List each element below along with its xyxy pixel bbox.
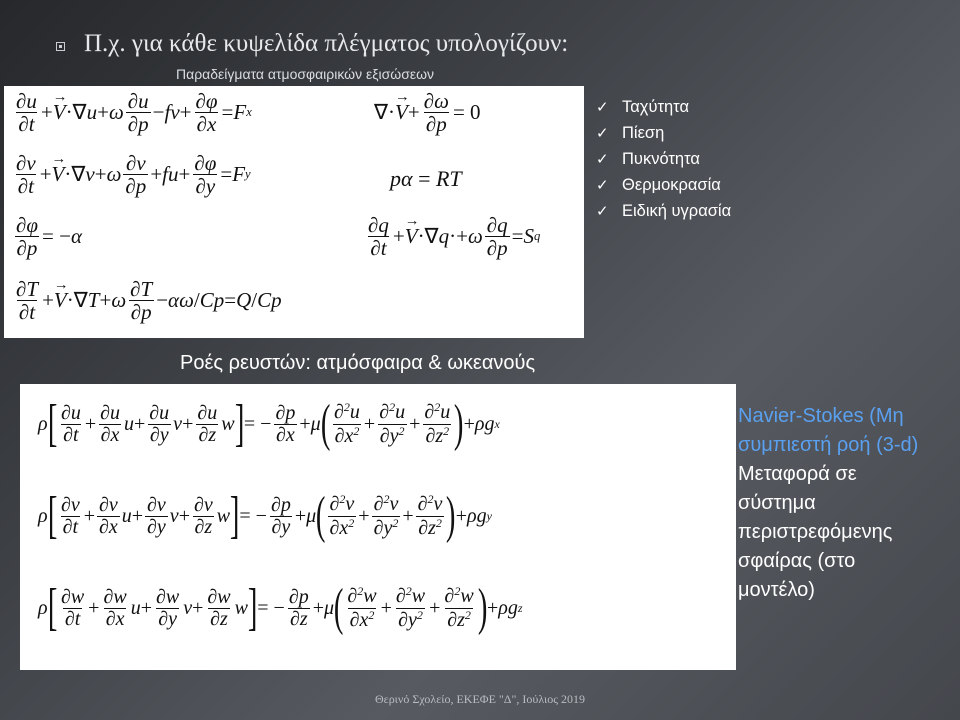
navier-stokes-equations-image: ρ [ $\frac{\partial u}{\partial t}$ + $\frac{\partial u}{\partial x}$ u + $\frac{\partial u}{\partial y}$ v + $\frac{\partial u}{\partial z}$ w ] = − $\frac{\partial p}{\partial x}$ + μ ( $\frac{\partial^2u}{\partial x^2}$ + $\frac{\partial^2u}{\partial y^2}$ + $\frac{\partial^2u}{\partial z^2}$ ) + ρg x ρ [ $\frac{\partial v}{\partial t}$ + $\frac{\partial v}{\partial x}$ u + $\frac{\partial v}{\partial y}$ v + $\frac{\partial v}{\partial z}$ w ] = − $\frac{\partial p}{\partial y}$ + μ ( $\frac{\partial^2v}{\partial x^2}$ + $\frac{\partial^2v}{\partial y^2}$ + $\frac{\partial^2v}{\partial z^2}$ ) + ρg y ρ [ $\frac{\partial w}{\partial t}$ + $\frac{\partial w}{\partial x}$ u + $\frac{\partial w}{\partial y}$ v + $\frac{\partial w}{\partial z}$ w ] = − $\frac{\partial p}{\partial z}$ + μ ( $\frac{\partial^2w}{\partial x^2}$ + $\frac{\partial^2w}{\partial y^2}$ + $\frac{\partial^2w}{\partial z^2}$ ) + ρg z (20, 384, 736, 670)
atmospheric-equations-image: $\frac{\partial u}{\partial t}$ + → V ·∇ u + ω $\frac{\partial u}{\partial p}$ − fv + $\frac{\partial\varphi}{\partial x}$ = F x ∇· → V + $\frac{\partial\omega}{\partial p}$ = 0 $\frac{\partial v}{\partial t}$ + → V ·∇ v + ω $\frac{\partial v}{\partial p}$ + fu + $\frac{\partial\varphi}{\partial y}$ = F y pα = RT $\frac{\partial\varphi}{\partial p}$ = − α $\frac{\partial q}{\partial t}$ + → V ·∇ q ·+ ω $\frac{\partial q}{\partial p}$ = S q $\frac{\partial T}{\partial t}$ + → V ·∇ T + ω $\frac{\partial T}{\partial p}$ − αω / Cp = Q / Cp (4, 86, 584, 338)
navier-stokes-description: Μεταφορά σε σύστημα περιστρεφόμενης σφαίρας (στο μοντέλο) (738, 463, 893, 601)
checklist-item-temperature: ✓ Θερμοκρασία (596, 175, 721, 194)
check-icon: ✓ (596, 125, 609, 142)
section-title: Ροές ρευστών: ατμόσφαιρα & ωκεανούς (180, 352, 536, 374)
navier-stokes-title: Navier-Stokes (Μη συμπιεστή ροή (3-d) (738, 405, 919, 456)
checklist-item-pressure: ✓ Πίεση (596, 123, 665, 142)
slide-heading: Π.χ. για κάθε κυψελίδα πλέγματος υπολογίζουν: (84, 30, 569, 57)
slide-subheading: Παραδείγματα ατμοσφαιρικών εξισώσεων (176, 66, 435, 82)
variables-checklist (596, 94, 731, 224)
checklist-item-density: ✓ Πυκνότητα (596, 149, 700, 168)
checklist-item-humidity: ✓ Ειδική υγρασία (596, 201, 732, 220)
check-icon: ✓ (596, 99, 609, 116)
check-icon: ✓ (596, 177, 609, 194)
square-bullet-icon (56, 42, 65, 51)
checklist-item-velocity: ✓ Ταχύτητα (596, 97, 690, 116)
check-icon: ✓ (596, 151, 609, 168)
slide-footer: Θερινό Σχολείο, ΕΚΕΦΕ "Δ", Ιούλιος 2019 (374, 692, 585, 706)
check-icon: ✓ (596, 203, 609, 220)
